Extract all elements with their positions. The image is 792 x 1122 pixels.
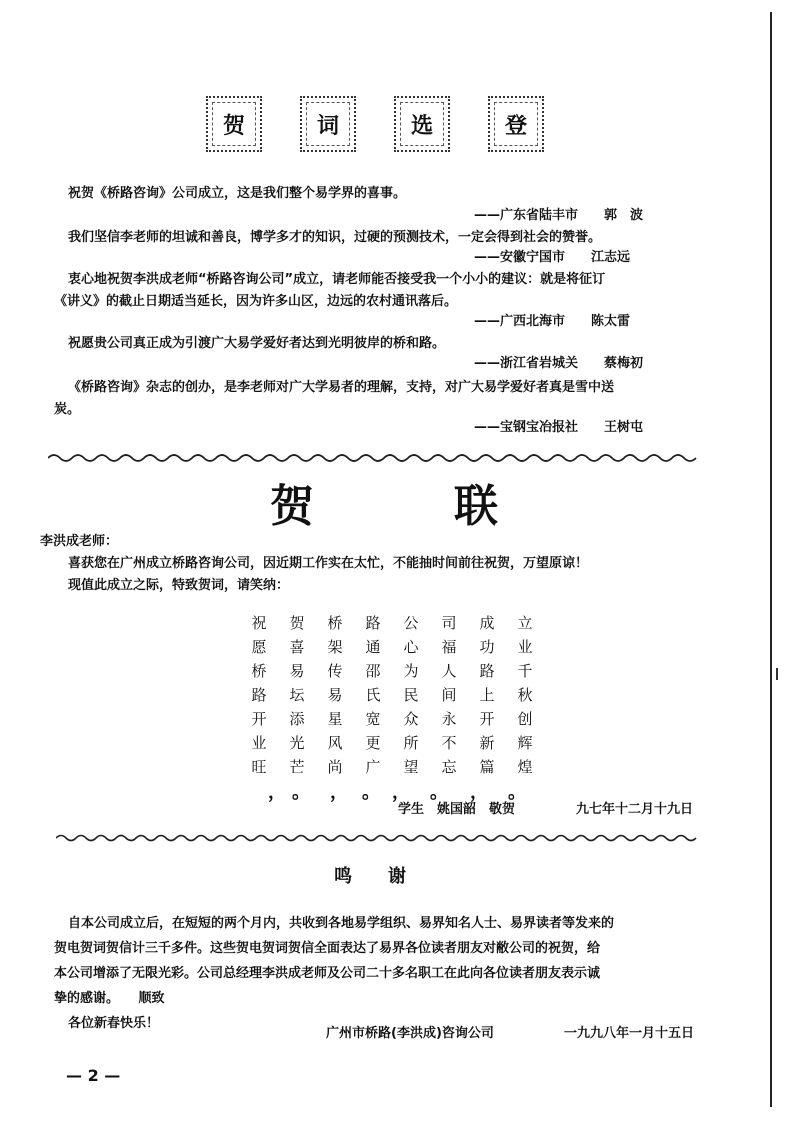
- poem-char: 创: [517, 710, 533, 728]
- greeting-attribution: ——广西北海市 陈太雷: [474, 314, 631, 329]
- poem-char: 愿: [251, 638, 267, 656]
- poem-char: 立: [517, 614, 533, 632]
- greeting-text: 炭。: [54, 402, 81, 417]
- poem-punctuation: ，: [268, 782, 286, 803]
- poem-char: 架: [327, 638, 343, 656]
- poem-char: 篇: [479, 758, 495, 776]
- poem-punctuation: 。: [508, 782, 526, 803]
- poem-char: 宽: [365, 710, 381, 728]
- couplet-body: 现值此成立之际，特致贺词，请笑纳：: [68, 578, 290, 593]
- poem-column: [438, 612, 460, 780]
- poem-char: 辉: [517, 734, 533, 752]
- poem-column: [362, 612, 384, 780]
- header-stamp: [394, 96, 450, 152]
- poem-char: 桥: [327, 614, 343, 632]
- thanks-text: 贺电贺词贺信计三千多件。这些贺电贺词贺信全面表达了易界各位读者朋友对敝公司的祝贺，给: [54, 941, 601, 956]
- poem-char: 易: [327, 686, 343, 704]
- poem-char: 旺: [251, 758, 267, 776]
- header-stamp: [206, 96, 262, 152]
- couplet-date: 九七年十二月十九日: [576, 802, 694, 817]
- poem-char: 易: [289, 662, 305, 680]
- greeting-text: 衷心地祝贺李洪成老师“桥路咨询公司”成立，请老师能否接受我一个小小的建议：就是将征订: [68, 272, 606, 287]
- poem-char: 业: [251, 734, 267, 752]
- poem-char: 路: [251, 686, 267, 704]
- poem-char: 祝: [251, 614, 267, 632]
- poem-char: 业: [517, 638, 533, 656]
- thanks-text: 挚的感谢。 顺致: [54, 991, 165, 1006]
- poem-char: 永: [441, 710, 457, 728]
- poem-char: 福: [441, 638, 457, 656]
- poem-punctuation: ，: [470, 782, 488, 803]
- poem-char: 上: [479, 686, 495, 704]
- poem-char: 秋: [517, 686, 533, 704]
- poem-char: 广: [365, 758, 381, 776]
- couplet-title: 贺 联: [270, 481, 500, 532]
- poem-char: 公: [403, 614, 419, 632]
- poem-char: 氏: [365, 686, 381, 704]
- thanks-date: 一九九八年一月十五日: [564, 1026, 695, 1041]
- right-margin-rule: [770, 12, 772, 1107]
- wavy-divider: [48, 452, 698, 464]
- couplet-salutation: 李洪成老师：: [40, 534, 119, 549]
- poem-char: 喜: [289, 638, 305, 656]
- poem-punctuation: ，: [330, 782, 348, 803]
- poem-punctuation: 。: [430, 782, 448, 803]
- poem-char: 煌: [517, 758, 533, 776]
- greeting-text: 《桥路咨询》杂志的创办，是李老师对广大学易者的理解，支持，对广大易学爱好者真是雪中送: [68, 380, 615, 395]
- header-stamp-char: 词: [316, 113, 339, 139]
- poem-punctuation: 。: [292, 782, 310, 803]
- poem-column: [324, 612, 346, 780]
- poem-char: 开: [251, 710, 267, 728]
- poem-char: 星: [327, 710, 343, 728]
- greeting-text: 《讲义》的截止日期适当延长，因为许多山区，边远的农村通讯落后。: [54, 294, 458, 309]
- poem-char: 间: [441, 686, 457, 704]
- greeting-text: 祝贺《桥路咨询》公司成立，这是我们整个易学界的喜事。: [68, 186, 407, 201]
- poem-char: 光: [289, 734, 305, 752]
- header-stamp-char: 贺: [222, 113, 245, 139]
- poem-column: [476, 612, 498, 780]
- poem-char: 成: [479, 614, 495, 632]
- poem-column: [286, 612, 308, 780]
- poem-char: 众: [403, 710, 419, 728]
- poem-char: 所: [403, 734, 419, 752]
- poem-char: 更: [365, 734, 381, 752]
- poem-char: 添: [289, 710, 305, 728]
- poem-char: 千: [517, 662, 533, 680]
- poem-char: 民: [403, 686, 419, 704]
- header-stamp: [300, 96, 356, 152]
- poem-char: 芒: [289, 758, 305, 776]
- poem-column: [400, 612, 422, 780]
- poem-char: 人: [441, 662, 457, 680]
- poem-punctuation: 。: [362, 782, 380, 803]
- poem-char: 功: [479, 638, 495, 656]
- header-stamp: [488, 96, 544, 152]
- greeting-attribution: ——安徽宁国市 江志远: [474, 250, 631, 265]
- thanks-text: 各位新春快乐！: [68, 1016, 160, 1031]
- poem-char: 忘: [441, 758, 457, 776]
- couplet-body: 喜获您在广州成立桥路咨询公司，因近期工作实在太忙，不能抽时间前往祝贺，万望原谅！: [68, 556, 589, 571]
- poem-char: 开: [479, 710, 495, 728]
- poem-char: 望: [403, 758, 419, 776]
- poem-char: 通: [365, 638, 381, 656]
- poem-char: 路: [365, 614, 381, 632]
- poem-punctuation: ，: [392, 782, 410, 803]
- greeting-text: 我们坚信李老师的坦诚和善良，博学多才的知识，过硬的预测技术，一定会得到社会的赞誉。: [68, 230, 602, 245]
- greeting-attribution: ——广东省陆丰市 郭 波: [474, 208, 644, 223]
- poem-column: [248, 612, 270, 780]
- poem-char: 路: [479, 662, 495, 680]
- greeting-text: 祝愿贵公司真正成为引渡广大易学爱好者达到光明彼岸的桥和路。: [68, 336, 446, 351]
- poem-column: [514, 612, 536, 780]
- poem-char: 尚: [327, 758, 343, 776]
- header-stamp-char: 登: [504, 113, 527, 139]
- poem-char: 不: [441, 734, 457, 752]
- header-stamp-char: 选: [410, 113, 433, 139]
- poem-char: 新: [479, 734, 495, 752]
- page-number: — 2 —: [66, 1066, 121, 1085]
- poem-char: 传: [327, 662, 343, 680]
- poem-char: 司: [441, 614, 457, 632]
- poem-char: 风: [327, 734, 343, 752]
- greeting-attribution: ——浙江省岩城关 蔡梅初: [474, 356, 644, 371]
- section-header-stamps: [206, 96, 566, 152]
- thanks-company: 广州市桥路(李洪成)咨询公司: [326, 1026, 494, 1041]
- poem-char: 坛: [289, 686, 305, 704]
- poem-char: 邵: [365, 662, 381, 680]
- thanks-title: 鸣 谢: [334, 866, 406, 887]
- greeting-attribution: ——宝钢宝冶报社 王树屯: [474, 420, 644, 435]
- wavy-divider: [56, 832, 700, 844]
- poem-char: 桥: [251, 662, 267, 680]
- poem-char: 为: [403, 662, 419, 680]
- right-margin-mark: [776, 668, 778, 680]
- thanks-text: 自本公司成立后，在短短的两个月内，共收到各地易学组织、易界知名人士、易界读者等发来的: [68, 916, 615, 931]
- couplet-signature: 学生 姚国韶 敬贺: [398, 802, 516, 817]
- poem-char: 心: [403, 638, 419, 656]
- poem-char: 贺: [289, 614, 305, 632]
- thanks-text: 本公司增添了无限光彩。公司总经理李洪成老师及公司二十多名职工在此向各位读者朋友表示诚: [54, 966, 601, 981]
